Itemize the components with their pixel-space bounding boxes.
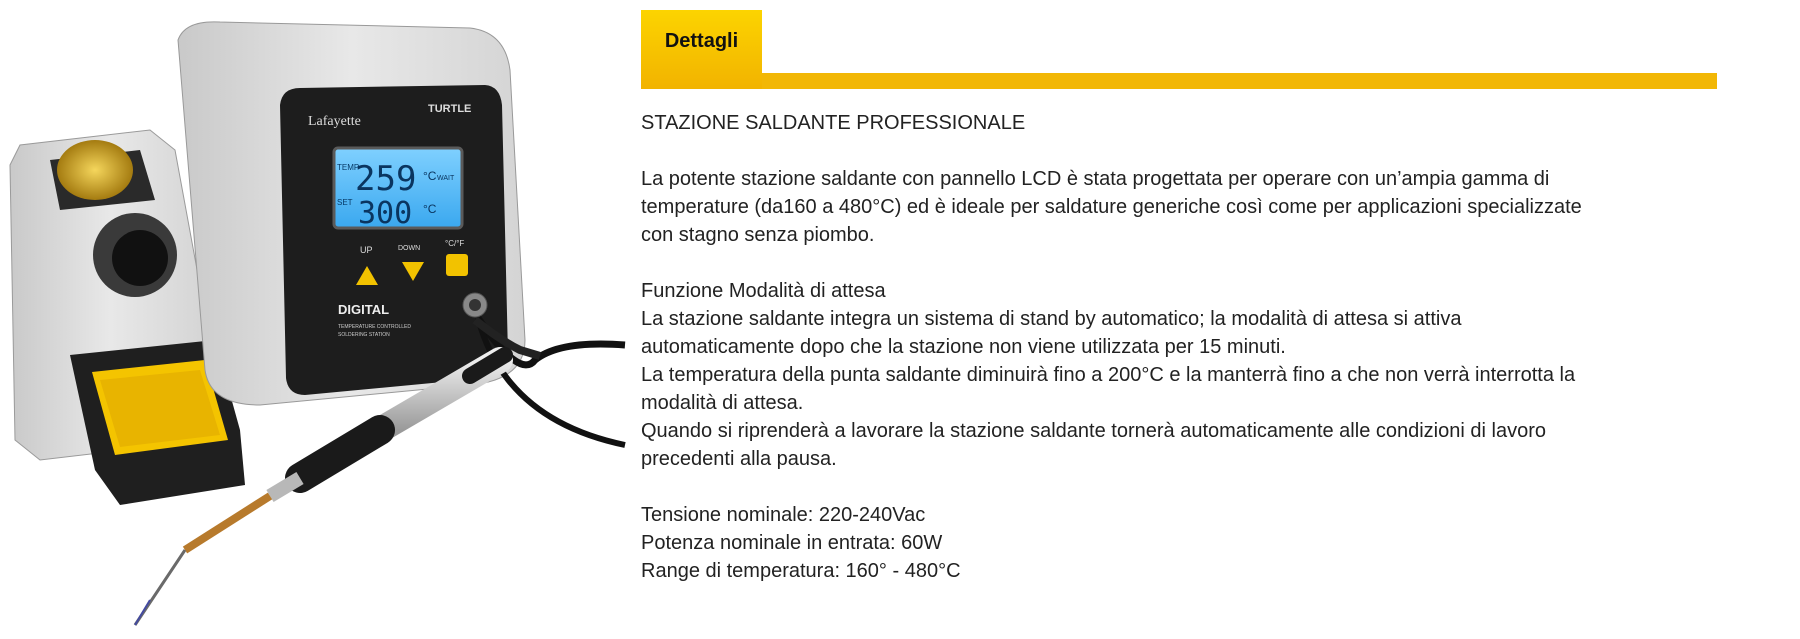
intro-paragraph (641, 165, 1717, 249)
svg-text:°C: °C (423, 169, 437, 183)
brand-logo: Lafayette (308, 114, 361, 129)
text-line: La potente stazione saldante con pannello LCD è stata progettata per operare con un’ampia gamma di (641, 168, 1550, 190)
tab-underline (641, 73, 1717, 89)
product-image (0, 0, 630, 639)
text-line: precedenti alla pausa. (641, 448, 837, 470)
description (641, 109, 1717, 585)
text-line: La temperatura della punta saldante diminuirà fino a 200°C e la manterrà fino a che non verrà interrotta la (641, 364, 1576, 386)
standby-section (641, 277, 1717, 473)
text-line: modalità di attesa. (641, 392, 804, 414)
svg-text:259: 259 (355, 159, 417, 199)
specs-section (641, 501, 1717, 585)
unit-button (446, 254, 468, 276)
product-title: STAZIONE SALDANTE PROFESSIONALE (641, 112, 1026, 134)
text-line: temperature (da160 a 480°C) ed è ideale per saldature generiche così come per applicazioni specializzate (641, 196, 1582, 218)
standby-heading: Funzione Modalità di attesa (641, 280, 886, 302)
model-logo: TURTLE (428, 103, 472, 115)
svg-text:°C/°F: °C/°F (445, 239, 465, 248)
spec-voltage: Tensione nominale: 220-240Vac (641, 504, 926, 526)
svg-text:SOLDERING STATION: SOLDERING STATION (338, 332, 390, 338)
spec-power: Potenza nominale in entrata: 60W (641, 532, 943, 554)
svg-text:°C: °C (423, 202, 437, 216)
tab-dettagli[interactable]: Dettagli (641, 10, 762, 89)
details-panel (641, 10, 1717, 585)
svg-text:DIGITAL: DIGITAL (338, 302, 390, 317)
svg-text:UP: UP (360, 245, 373, 255)
text-line: con stagno senza piombo. (641, 224, 875, 246)
station-body (178, 22, 525, 405)
svg-text:TEMPERATURE CONTROLLED: TEMPERATURE CONTROLLED (338, 324, 411, 330)
svg-text:DOWN: DOWN (398, 245, 421, 252)
svg-text:300: 300 (358, 196, 413, 231)
spec-temperature-range: Range di temperatura: 160° - 480°C (641, 560, 961, 582)
text-line: automaticamente dopo che la stazione non viene utilizzata per 15 minuti. (641, 336, 1286, 358)
text-line: La stazione saldante integra un sistema di stand by automatico; la modalità di attesa si attiva (641, 308, 1462, 330)
svg-text:SET: SET (337, 198, 353, 207)
svg-text:TEMP: TEMP (337, 163, 360, 172)
text-line: Quando si riprenderà a lavorare la stazione saldante tornerà automaticamente alle condizioni di lavoro (641, 420, 1546, 442)
tab-bar (641, 10, 1717, 89)
svg-text:WAIT: WAIT (437, 175, 455, 182)
